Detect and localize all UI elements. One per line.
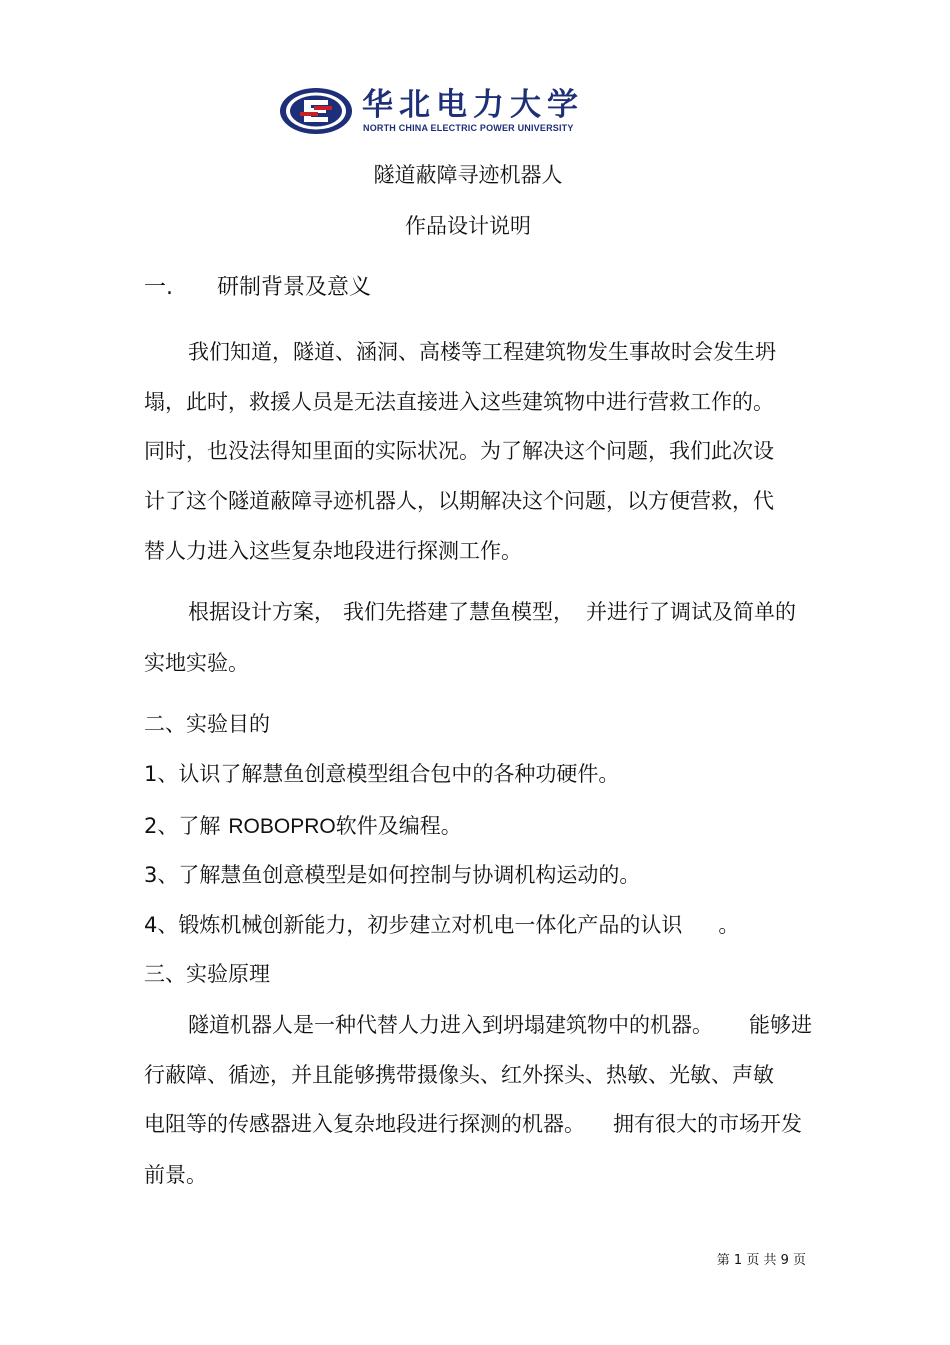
university-emblem-icon [278,86,354,136]
paragraph-fragment: 能够进 [749,1013,812,1037]
section1-heading [144,274,371,302]
paragraph-fragment: 隧道机器人是一种代替人力进入到坍塌建筑物中的机器。 [188,1013,713,1037]
paragraph-fragment: 拥有很大的市场开发 [613,1112,802,1136]
paragraph-line [188,1011,812,1039]
section1-title: 研制背景及意义 [217,275,372,300]
section2-heading: 二、实验目的 [144,712,270,736]
paragraph-line [188,598,796,626]
paragraph-line: 塌，此时，救援人员是无法直接进入这些建筑物中进行营救工作的。 [144,390,774,414]
section3-heading: 三、实验原理 [144,962,270,986]
paragraph-fragment: 电阻等的传感器进入复杂地段进行探测的机器。 [144,1112,585,1136]
paragraph-line [144,1110,802,1138]
paragraph-line: 替人力进入这些复杂地段进行探测工作。 [144,539,522,563]
paragraph-line: 行蔽障、循迹，并且能够携带摄像头、红外探头、热敏、光敏、声敏 [144,1063,774,1087]
list-item-suffix: 软件及编程。 [335,814,462,838]
paragraph-fragment: 根据设计方案， [188,600,335,624]
list-item [144,812,462,841]
list-item [144,911,739,939]
paragraph-fragment: 我们先搭建了慧鱼模型， [343,600,574,624]
paragraph-line: 计了这个隧道蔽障寻迹机器人，以期解决这个问题，以方便营救，代 [144,489,774,513]
university-name-chinese: 华北电力大学 [362,87,584,123]
list-item-end: 。 [718,913,740,937]
paragraph-fragment: 并进行了调试及简单的 [586,600,796,624]
paragraph-line: 实地实验。 [144,651,249,675]
paragraph-line: 前景。 [144,1163,207,1187]
document-title: 隧道蔽障寻迹机器人 [373,163,563,187]
list-item-prefix: 2、了解 [144,814,221,838]
page-number: 第 1 页 共 9 页 [716,1253,806,1268]
university-logo [276,84,606,140]
list-item-text: 4、锻炼机械创新能力，初步建立对机电一体化产品的认识 [144,913,683,937]
paragraph-line: 同时，也没法得知里面的实际状况。为了解决这个问题，我们此次设 [144,439,774,463]
university-name-english: NORTH CHINA ELECTRIC POWER UNIVERSITY [363,123,574,133]
list-item: 1、认识了解慧鱼创意模型组合包中的各种功硬件。 [144,762,620,786]
list-item: 3、了解慧鱼创意模型是如何控制与协调机构运动的。 [144,863,641,887]
section1-number: 一. [144,275,173,300]
document-subtitle: 作品设计说明 [405,214,531,238]
paragraph-line: 我们知道，隧道、涵洞、高楼等工程建筑物发生事故时会发生坍 [188,340,776,364]
list-item-code: ROBOPRO [228,815,336,838]
